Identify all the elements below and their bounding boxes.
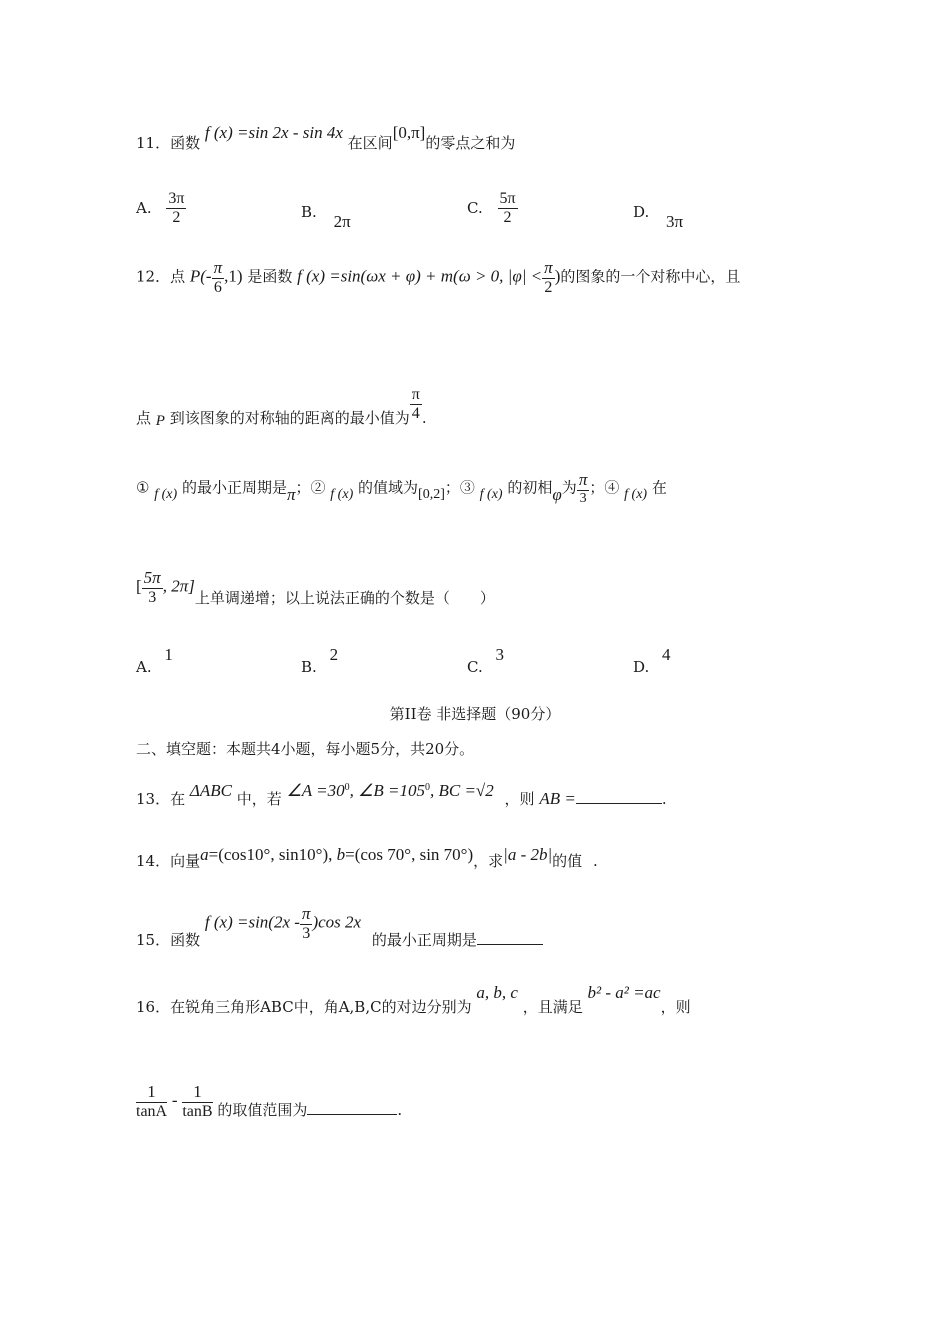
q15-text2: 的最小正周期是: [371, 931, 477, 950]
question-number: 14．: [136, 852, 171, 870]
numerator: 5π: [498, 190, 518, 209]
q13-answer-blank[interactable]: [576, 802, 662, 804]
q16-equation: b² - a² =ac: [587, 983, 661, 1002]
denominator: 6: [213, 278, 222, 296]
q11-c-fraction: [498, 190, 518, 228]
q16-text: 在锐角三角形ABC中，角A,B,C的对边分别为: [170, 998, 472, 1016]
minus-sign: -: [171, 1090, 178, 1110]
option-label: B.: [301, 203, 317, 221]
q11-a-fraction: [166, 190, 186, 228]
numerator: 1: [182, 1082, 212, 1103]
denominator: 3: [579, 490, 587, 506]
denominator: tanA: [136, 1102, 168, 1120]
statement-4-text: 在: [651, 478, 667, 497]
numerator: π: [301, 904, 311, 923]
section-title-text: 第II卷 非选择题（90分）: [389, 705, 561, 723]
bracket: [: [136, 576, 142, 596]
q16-fraction-a: [136, 1082, 167, 1121]
option-value: 2π: [333, 212, 351, 231]
q12-option-b[interactable]: [301, 645, 339, 676]
q12-point-end: ,1): [224, 266, 243, 286]
degree: 0: [344, 782, 350, 793]
q16-end: .: [397, 1101, 403, 1120]
interval-end: , 2π]: [162, 576, 195, 596]
q16-text3: ，则: [660, 998, 691, 1016]
q12-l4-text: 上单调递增；以上说法正确的个数是（ ）: [194, 589, 495, 608]
option-value: 4: [662, 645, 671, 664]
q13-end: .: [661, 790, 667, 808]
q13-cond-b: , ∠B =105: [349, 781, 425, 800]
q14-text2: ，求: [473, 852, 504, 870]
option-label: A.: [136, 658, 152, 676]
statement-2-marker: ；②: [295, 478, 326, 497]
statement-1-marker: ①: [136, 478, 150, 497]
denominator: 3: [302, 924, 311, 942]
q11-option-d[interactable]: [633, 202, 684, 231]
denominator: 4: [410, 404, 422, 423]
q12-line-4: [136, 568, 495, 607]
statement-4-marker: ；④: [589, 478, 620, 497]
q16-text2: ，且满足: [522, 998, 583, 1016]
q12-l2-fraction: [410, 386, 422, 424]
q14-abs: |a - 2b|: [503, 845, 553, 864]
q13-cond-a: ∠A =30: [286, 781, 345, 800]
q12-text2: 是函数: [247, 267, 293, 286]
section-title: [0, 707, 950, 722]
option-value: 3π: [666, 212, 684, 231]
q12-point-fraction: [212, 258, 225, 297]
option-label: C.: [467, 198, 483, 217]
q14-end: .: [592, 852, 598, 870]
option-label: A.: [136, 198, 152, 217]
q15-answer-blank[interactable]: [477, 943, 543, 945]
q11-option-c[interactable]: [467, 190, 518, 228]
question-15: [136, 904, 543, 950]
denominator: tanB: [182, 1102, 213, 1120]
q15-text: 函数: [170, 931, 201, 950]
q12-l2-point: P: [155, 412, 165, 429]
fx: f (x): [479, 487, 503, 503]
q16-sides: a, b, c: [476, 983, 518, 1002]
q12-l2-end: .: [421, 408, 427, 427]
q11-option-b[interactable]: [301, 202, 351, 231]
option-value: 1: [164, 645, 173, 664]
question-14: [136, 845, 598, 870]
question-13: [136, 781, 667, 808]
fx: f (x): [154, 487, 178, 503]
fx: f (x): [624, 487, 648, 503]
statement-3-fraction: [577, 470, 590, 507]
q12-l2-text2: 到该图象的对称轴的距离的最小值为: [169, 408, 410, 427]
denominator: 2: [172, 209, 181, 227]
q12-function-fraction: [542, 258, 555, 297]
fx: f (x): [330, 487, 354, 503]
vector-a-value: =(cos10°, sin10°),: [208, 845, 337, 864]
q12-option-d[interactable]: [633, 645, 671, 676]
statement-3-text2: 为: [561, 478, 577, 497]
numerator: π: [411, 386, 420, 403]
denominator: 3: [148, 588, 157, 606]
numerator: π: [213, 258, 223, 277]
question-number: 16．: [136, 998, 171, 1016]
q13-text3: ，则: [504, 790, 535, 808]
question-12: [136, 258, 740, 297]
denominator: 2: [503, 209, 512, 227]
q13-triangle: ΔABC: [189, 781, 232, 800]
option-value: 3: [495, 645, 504, 664]
option-label: D.: [633, 658, 650, 676]
q11-text2: 在区间: [347, 134, 393, 152]
q11-option-a[interactable]: [136, 190, 186, 228]
part-2-heading: [136, 742, 474, 757]
numerator: 5π: [143, 568, 161, 587]
q12-function-end: ): [554, 266, 561, 286]
question-number: 15．: [136, 931, 171, 950]
pi: π: [286, 485, 296, 505]
q12-point: P(-: [189, 266, 212, 286]
q16-line-2: [136, 1082, 402, 1121]
degree: 0: [424, 782, 430, 793]
q16-text4: 的取值范围为: [217, 1101, 308, 1120]
q12-l2-text: 点: [136, 408, 152, 427]
statement-2-text: 的值域为: [358, 478, 419, 497]
q11-interval: [0,π]: [392, 123, 426, 142]
q14-text: 向量: [170, 852, 201, 870]
question-16: [136, 983, 691, 1016]
q13-text2: 中，若: [236, 790, 282, 808]
range: [0,2]: [418, 487, 445, 503]
denominator: 2: [544, 278, 553, 296]
q13-text: 在: [170, 790, 186, 808]
question-number: 13．: [136, 790, 171, 808]
numerator: 3π: [166, 190, 186, 209]
q12-line-2: [136, 376, 427, 429]
q13-ab: AB =: [539, 789, 576, 808]
q11-text3: 的零点之和为: [425, 134, 516, 152]
q12-text: 点: [170, 267, 186, 286]
q15-function-end: )cos 2x: [312, 912, 362, 932]
statement-3-text: 的初相: [507, 478, 553, 497]
q15-function: f (x) =sin(2x -: [204, 912, 300, 932]
question-11: [136, 123, 516, 152]
statement-1-text: 的最小正周期是: [181, 478, 287, 497]
q12-statements: [136, 470, 667, 507]
numerator: π: [578, 470, 588, 489]
q12-option-a[interactable]: [136, 645, 173, 676]
phi: φ: [552, 485, 562, 505]
question-number: 11．: [136, 134, 171, 152]
q12-function: f (x) =sin(ωx + φ) + m(ω > 0, |φ| <: [297, 266, 543, 286]
option-label: D.: [633, 203, 650, 221]
q15-fraction: [300, 904, 313, 943]
vector-b: b: [336, 845, 346, 864]
q14-text3: 的值: [552, 852, 583, 870]
q11-function: f (x) =sin 2x - sin 4x: [204, 123, 343, 142]
numerator: 1: [136, 1082, 167, 1103]
q13-cond-bc: , BC =√2: [429, 781, 494, 800]
q16-fraction-b: [182, 1082, 212, 1121]
q11-text: 函数: [170, 134, 201, 152]
option-label: C.: [467, 658, 483, 676]
part-2-text: 二、填空题：本题共4小题，每小题5分，共20分。: [136, 740, 475, 758]
q12-text3: 的图象的一个对称中心，且: [560, 267, 741, 286]
interval-fraction: [142, 568, 163, 607]
option-label: B.: [301, 658, 317, 676]
statement-3-marker: ；③: [444, 478, 475, 497]
option-value: 2: [329, 645, 339, 664]
question-number: 12．: [136, 267, 171, 286]
numerator: π: [544, 258, 553, 277]
vector-a: a: [200, 845, 209, 864]
q16-answer-blank[interactable]: [307, 1113, 397, 1115]
vector-b-value: =(cos 70°, sin 70°): [345, 845, 474, 864]
q12-option-c[interactable]: [467, 645, 504, 676]
